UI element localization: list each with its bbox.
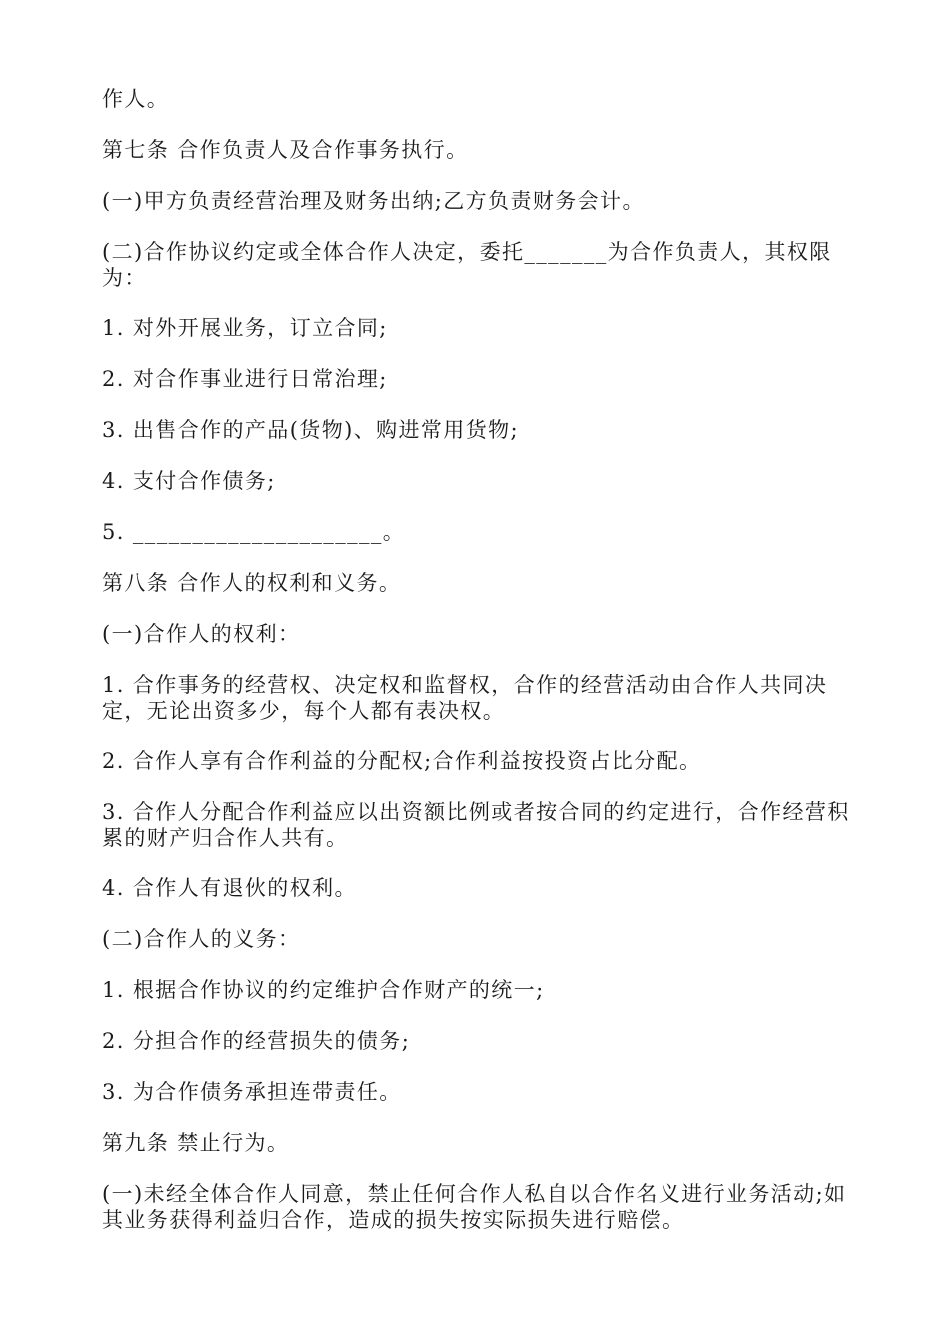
rights-heading: (一)合作人的权利： (102, 622, 301, 646)
obligations-item-1: 1. 根据合作协议的约定维护合作财产的统一; (102, 978, 545, 1002)
document-page (102, 86, 852, 1257)
obligations-item-3: 3. 为合作债务承担连带责任。 (102, 1080, 402, 1104)
article-7-clause-1: (一)甲方负责经营治理及财务出纳;乙方负责财务会计。 (102, 189, 645, 213)
rights-item-4: 4. 合作人有退伙的权利。 (102, 876, 357, 900)
article-9-heading: 第九条 禁止行为。 (102, 1131, 290, 1155)
rights-item-1: 1. 合作事务的经营权、决定权和监督权，合作的经营活动由合作人共同决定，无论出资多少，每个人都有表决权。 (102, 673, 828, 723)
rights-item-2: 2. 合作人享有合作利益的分配权;合作利益按投资占比分配。 (102, 749, 702, 773)
obligations-item-2: 2. 分担合作的经营损失的债务; (102, 1029, 411, 1053)
obligations-heading: (二)合作人的义务： (102, 927, 301, 951)
authority-item-2: 2. 对合作事业进行日常治理; (102, 367, 388, 391)
article-7-clause-2: (二)合作协议约定或全体合作人决定，委托_______为合作负责人，其权限为： (102, 240, 832, 290)
prohibition-clause-1: (一)未经全体合作人同意，禁止任何合作人私自以合作名义进行业务活动;如其业务获得利益归合作，造成的损失按实际损失进行赔偿。 (102, 1182, 847, 1232)
authority-item-4: 4. 支付合作债务; (102, 469, 276, 493)
article-7-heading: 第七条 合作负责人及合作事务执行。 (102, 138, 469, 162)
article-8-heading: 第八条 合作人的权利和义务。 (102, 571, 402, 595)
authority-item-5: 5. _____________________。 (102, 520, 406, 544)
paragraph-continuation: 作人。 (102, 87, 170, 111)
authority-item-1: 1. 对外开展业务，订立合同; (102, 316, 388, 340)
rights-item-3: 3. 合作人分配合作利益应以出资额比例或者按合同的约定进行，合作经营积累的财产归合作人共有。 (102, 800, 850, 850)
authority-item-3: 3. 出售合作的产品(货物)、购进常用货物; (102, 418, 519, 442)
